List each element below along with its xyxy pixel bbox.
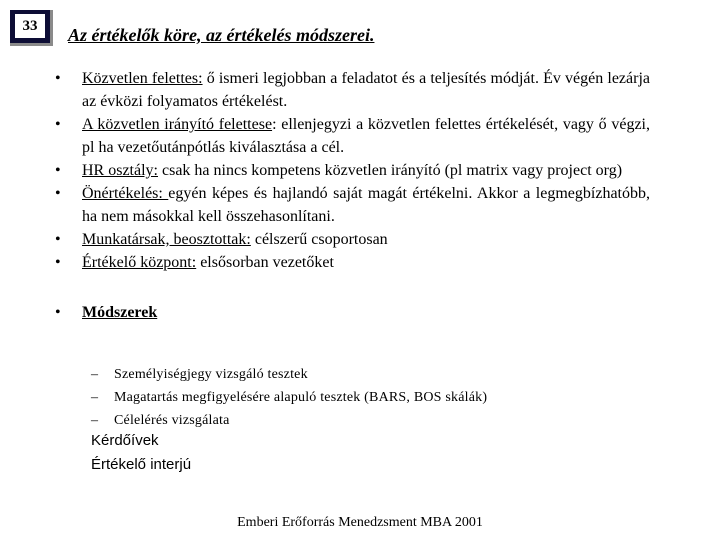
bullet-icon: •: [55, 254, 61, 271]
bullet-icon: •: [55, 70, 61, 87]
bullet-term: Önértékelés:: [82, 185, 169, 202]
bullet-icon: •: [55, 231, 61, 248]
method-text: Célelérés vizsgálata: [114, 413, 230, 428]
dash-icon: –: [91, 367, 99, 382]
bullet-icon: •: [55, 116, 61, 133]
slide-number: 33: [15, 14, 45, 38]
bullet-text: : ellenjegyzi a közvetlen felettes értékelését, vagy ő végzi, pl ha vezetőutánpótlás kiválasztása a cél.: [82, 116, 650, 156]
method-item: [91, 386, 487, 409]
method-text: Magatartás megfigyelésére alapuló tesztek (BARS, BOS skálák): [114, 390, 488, 405]
bullet-item: [55, 159, 650, 182]
bullet-text: ő ismeri legjobban a feladatot és a teljesítés módját. Év végén lezárja az évközi folyamatos értékelést.: [82, 70, 651, 110]
bullet-text: célszerű csoportosan: [250, 231, 388, 248]
bullet-item: [55, 113, 650, 159]
bullet-term: Munkatársak, beosztottak:: [82, 231, 251, 248]
dash-icon: –: [91, 413, 99, 428]
methods-heading-item: [55, 301, 650, 324]
bullet-term: HR osztály:: [82, 162, 158, 179]
footer: Emberi Erőforrás Menedzsment MBA 2001: [237, 515, 483, 530]
bullet-item: [55, 251, 650, 274]
bullet-text: csak ha nincs kompetens közvetlen irányító (pl matrix vagy project org): [158, 162, 623, 179]
bullet-term: A közvetlen irányító felettese: [82, 116, 273, 133]
bullet-text: egyén képes és hajlandó saját magát értékelni. Akkor a legmegbízhatóbb, ha nem másokkal kell összehasonlítani.: [82, 185, 650, 225]
methods-heading: Módszerek: [82, 304, 158, 321]
extra-line: Kérdőívek: [91, 432, 159, 449]
bullet-item: [55, 228, 650, 251]
bullet-icon: •: [55, 185, 61, 202]
bullet-icon: •: [55, 304, 61, 321]
bullet-term: Közvetlen felettes:: [82, 70, 203, 87]
dash-icon: –: [91, 390, 99, 405]
bullet-icon: •: [55, 162, 61, 179]
bullet-item: [55, 182, 650, 228]
extra-line: Értékelő interjú: [91, 456, 192, 473]
evaluator-list: [55, 67, 650, 324]
slide-number-box: [10, 10, 53, 46]
bullet-item: [55, 67, 650, 113]
bullet-term: Értékelő központ:: [82, 254, 197, 271]
methods-list: [91, 363, 487, 432]
method-item: [91, 363, 487, 386]
bullet-text: elsősorban vezetőket: [196, 254, 334, 271]
method-item: [91, 409, 487, 432]
slide-title: Az értékelők köre, az értékelés módszerei.: [68, 25, 375, 45]
method-text: Személyiségjegy vizsgáló tesztek: [114, 367, 308, 382]
